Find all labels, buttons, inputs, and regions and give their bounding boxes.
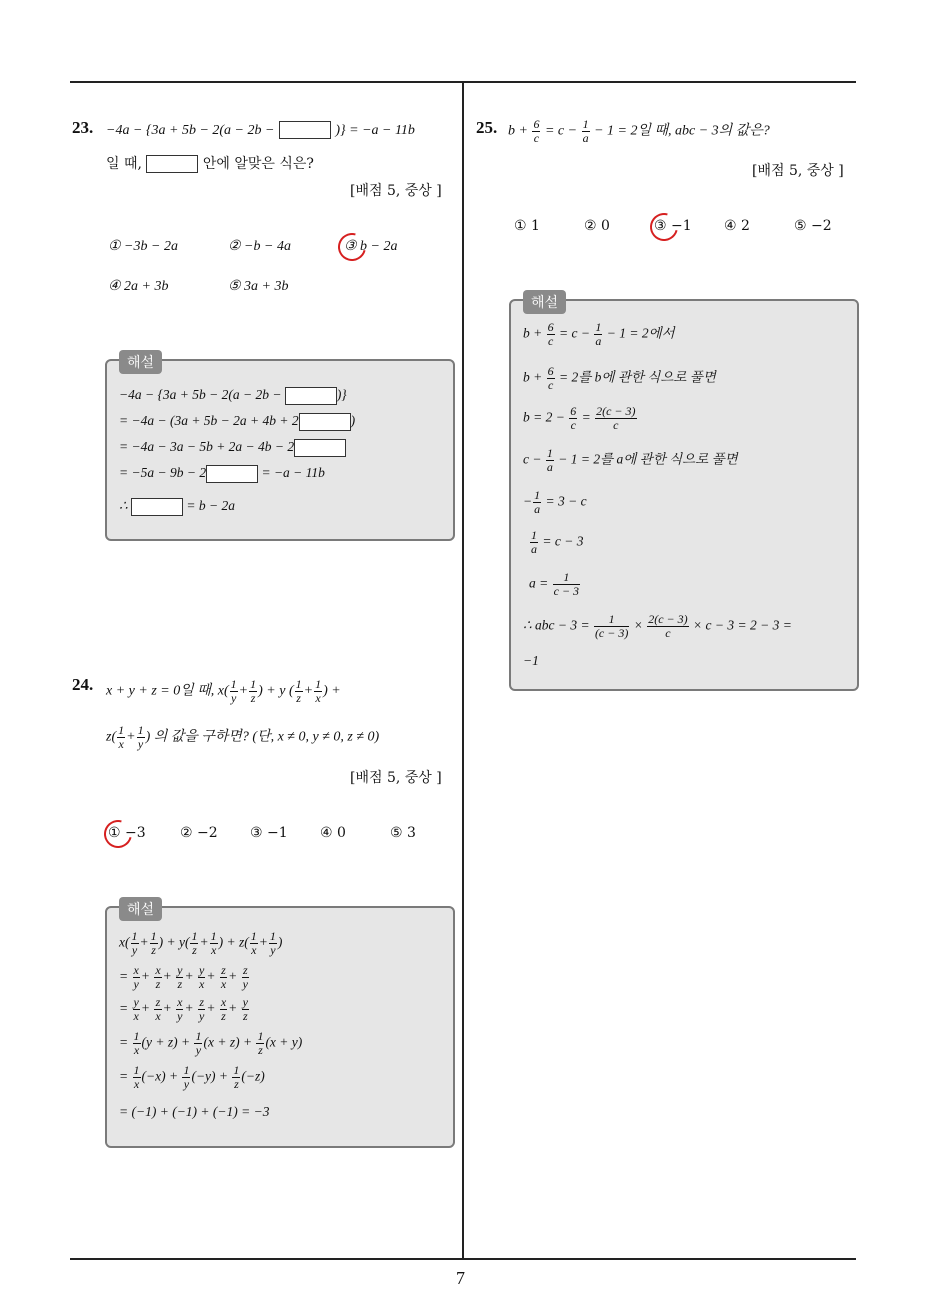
question-25-statement: b + $\frac{6}{c}$ = c − $\frac{1}{a}$ − 1 = 2일 때, abc − 3의 값은? — [508, 117, 770, 145]
column-divider — [462, 83, 464, 1259]
solution-line-6: $\frac{1}{a}$ = c − 3 — [531, 528, 584, 556]
question-23-score: [배점 5, 중상 ] — [350, 183, 442, 199]
solution-label: 해설 — [119, 350, 162, 374]
solution-label: 해설 — [523, 290, 566, 314]
choice-3[interactable]: ③ −1 — [654, 218, 692, 234]
question-24-solution-box — [105, 902, 455, 1148]
solution-line-4: = $\frac{1}{x}$ (y + z) + $\frac{1}{y}$ (x + z) + $\frac{1}{z}$ (x + y) — [119, 1029, 303, 1057]
question-24-score: [배점 5, 중상 ] — [350, 770, 442, 786]
question-24-number: 24. — [72, 675, 94, 694]
solution-line-3: = $\frac{y}{x}$ + $\frac{z}{x}$ + $\frac{x}{y}$ + $\frac{z}{y}$ + $\frac{x}{z}$ + $\frac{y}{z}$ — [119, 995, 248, 1023]
solution-label: 해설 — [119, 897, 162, 921]
question-23-solution-box — [105, 355, 455, 541]
solution-line-7: a = $\frac{1}{c - 3}$ — [529, 570, 580, 598]
choice-5[interactable]: ⑤ 3 — [390, 825, 416, 841]
choice-4[interactable]: ④ 2a + 3b — [108, 279, 169, 294]
question-23-line2: 일 때, 안에 알맞은 식은? — [106, 156, 314, 172]
solution-line-5: ∴ = b − 2a — [119, 498, 235, 516]
solution-line-5: − $\frac{1}{a}$ = 3 − c — [523, 488, 587, 516]
choice-4[interactable]: ④ 2 — [724, 218, 750, 234]
solution-line-4: = −5a − 9b − 2 = −a − 11b — [119, 465, 325, 483]
choice-2[interactable]: ② −2 — [180, 825, 218, 841]
choice-4[interactable]: ④ 0 — [320, 825, 346, 841]
question-24-line2: z( $\frac{1}{x}$ + $\frac{1}{y}$ ) 의 값을 구하면? (단, x ≠ 0, y ≠ 0, z ≠ 0) — [106, 723, 380, 751]
question-24-statement: x + y + z = 0일 때, x( $\frac{1}{y}$ + $\frac{1}{z}$ ) + y ( $\frac{1}{z}$ + $\frac{1}{x}$ ) + — [106, 677, 341, 705]
solution-line-9: −1 — [523, 653, 539, 668]
answer-blank — [146, 155, 198, 173]
bottom-rule — [70, 1258, 856, 1260]
solution-line-2: = −4a − (3a + 5b − 2a + 4b + 2 ) — [119, 413, 355, 431]
solution-line-2: = $\frac{x}{y}$ + $\frac{x}{z}$ + $\frac{y}{z}$ + $\frac{y}{x}$ + $\frac{z}{x}$ + $\frac{z}{y}$ — [119, 963, 248, 991]
page-number: 7 — [456, 1268, 465, 1288]
choice-3[interactable]: ③ −1 — [250, 825, 288, 841]
answer-mark-circle — [645, 208, 683, 246]
solution-line-1: −4a − {3a + 5b − 2(a − 2b − )} — [119, 387, 347, 405]
solution-line-6: = (−1) + (−1) + (−1) = −3 — [119, 1104, 270, 1119]
solution-line-5: = $\frac{1}{x}$ (−x) + $\frac{1}{y}$ (−y) + $\frac{1}{z}$ (−z) — [119, 1063, 265, 1091]
solution-line-1: b + $\frac{6}{c}$ = c − $\frac{1}{a}$ − 1 = 2에서 — [523, 320, 675, 348]
choice-3[interactable]: ③ b − 2a — [344, 239, 398, 254]
solution-line-8: ∴ abc − 3 = $\frac{1}{(c - 3)}$ × $\frac{2(c - 3)}{c}$ × c − 3 = 2 − 3 = — [523, 612, 792, 640]
question-23-statement: −4a − {3a + 5b − 2(a − 2b − )} = −a − 11b — [106, 123, 415, 138]
choice-5[interactable]: ⑤ 3a + 3b — [228, 279, 289, 294]
solution-line-4: c − $\frac{1}{a}$ − 1 = 2를 a에 관한 식으로 풀면 — [523, 446, 738, 474]
question-23-choices — [108, 238, 448, 298]
answer-mark-circle — [99, 815, 137, 853]
answer-blank — [279, 121, 331, 139]
choice-1[interactable]: ① −3 — [108, 825, 146, 841]
solution-line-2: b + $\frac{6}{c}$ = 2를 b에 관한 식으로 풀면 — [523, 364, 716, 392]
choice-1[interactable]: ① −3b − 2a — [108, 239, 178, 254]
question-25-number: 25. — [476, 118, 498, 137]
question-25-score: [배점 5, 중상 ] — [752, 163, 844, 179]
question-23-number: 23. — [72, 118, 94, 137]
question-25-choices — [514, 218, 854, 238]
choice-5[interactable]: ⑤ −2 — [794, 218, 832, 234]
question-25-solution-box — [509, 295, 859, 691]
solution-line-1: x( $\frac{1}{y}$ + $\frac{1}{z}$ ) + y( $\frac{1}{z}$ + $\frac{1}{x}$ ) + z( $\frac{1}{x}$ + $\frac{1}{y}$ ) — [119, 929, 283, 957]
solution-line-3: b = 2 − $\frac{6}{c}$ = $\frac{2(c - 3)}{c}$ — [523, 404, 636, 432]
choice-2[interactable]: ② 0 — [584, 218, 610, 234]
choice-1[interactable]: ① 1 — [514, 218, 540, 234]
question-24-choices — [108, 825, 448, 845]
choice-2[interactable]: ② −b − 4a — [228, 239, 291, 254]
solution-line-3: = −4a − 3a − 5b + 2a − 4b − 2 — [119, 439, 346, 457]
